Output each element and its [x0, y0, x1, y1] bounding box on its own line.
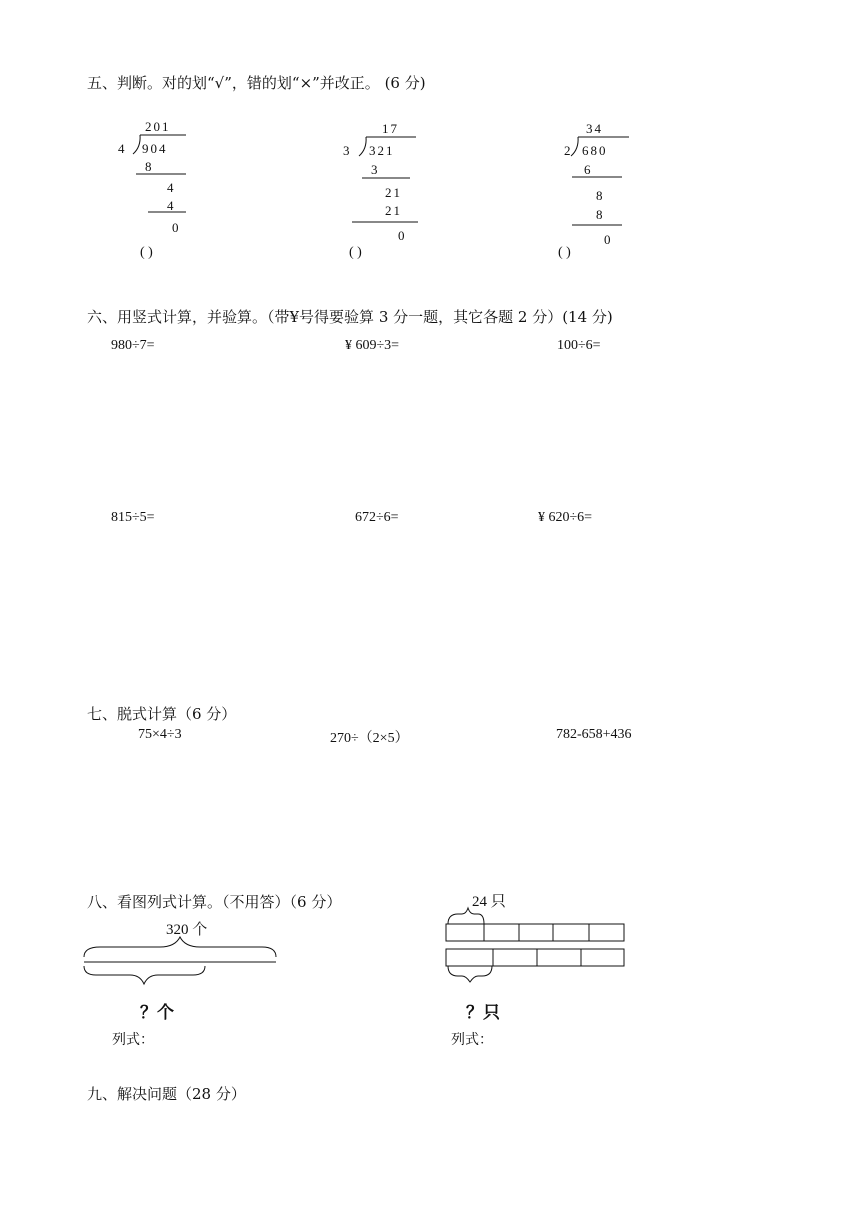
problem: 100÷6= — [557, 338, 601, 353]
section-5-title: 五、判断。对的划“√”，错的划“×”并改正。 (6 分) — [87, 74, 426, 92]
answer-blank[interactable]: ( ) — [349, 245, 362, 260]
bar-diagram — [446, 908, 624, 982]
quotient: 201 — [145, 119, 171, 134]
section-6-title: 六、用竖式计算，并验算。（带¥号得要验算 3 分一题，其它各题 2 分）(14 分) — [87, 308, 613, 326]
divisor: 2 — [564, 143, 573, 158]
problem: 270÷（2×5） — [330, 731, 409, 746]
answer-blank[interactable]: ( ) — [558, 245, 571, 260]
step: 8 — [145, 159, 154, 174]
problem: ¥ 609÷3= — [345, 338, 400, 353]
problem: ¥ 620÷6= — [538, 510, 593, 525]
left-formula-label: 列式： — [112, 1033, 154, 1048]
line-segment-diagram — [84, 937, 276, 984]
step: 4 — [167, 180, 176, 195]
problem: 672÷6= — [355, 510, 399, 525]
problem: 980÷7= — [111, 338, 155, 353]
divisor: 3 — [343, 143, 352, 158]
problem: 782-658+436 — [556, 727, 632, 742]
right-unknown-label: ？只 — [466, 1003, 500, 1022]
problem: 75×4÷3 — [138, 727, 182, 742]
answer-blank[interactable]: ( ) — [140, 245, 153, 260]
step: 8 — [596, 207, 605, 222]
dividend: 904 — [142, 141, 168, 156]
step: 0 — [604, 232, 613, 247]
section-7-title: 七、脱式计算（6 分） — [87, 705, 237, 723]
left-unknown-label: ？个 — [140, 1003, 174, 1022]
left-total-label: 320 个 — [166, 922, 208, 938]
step: 4 — [167, 198, 176, 213]
quotient: 17 — [382, 121, 399, 136]
step: 8 — [596, 188, 605, 203]
step: 0 — [398, 228, 407, 243]
right-given-label: 24 只 — [472, 894, 506, 910]
division-bracket-1 — [133, 135, 186, 212]
problem: 815÷5= — [111, 510, 155, 525]
section-9-title: 九、解决问题（28 分） — [87, 1085, 246, 1103]
section-8-title: 八、看图列式计算。（不用答）（6 分） — [87, 893, 342, 911]
right-formula-label: 列式： — [451, 1033, 493, 1048]
division-bracket-2 — [352, 137, 418, 222]
division-bracket-3 — [571, 137, 629, 225]
step: 21 — [385, 203, 402, 218]
quotient: 34 — [586, 121, 603, 136]
dividend: 680 — [582, 143, 608, 158]
step: 3 — [371, 162, 380, 177]
divisor: 4 — [118, 141, 127, 156]
step: 0 — [172, 220, 181, 235]
step: 21 — [385, 185, 402, 200]
step: 6 — [584, 162, 593, 177]
dividend: 321 — [369, 143, 395, 158]
